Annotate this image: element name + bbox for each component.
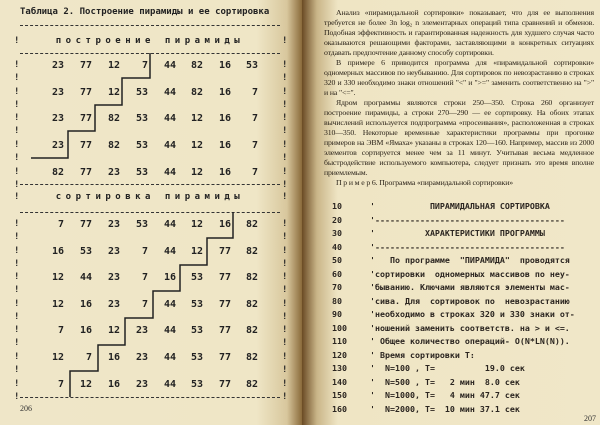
line-text: '-------------------------------------- — [370, 214, 565, 225]
sort-cell: 16 — [163, 272, 176, 284]
sort-cell: 77 — [218, 272, 231, 284]
heap-cell: 12 — [190, 140, 203, 152]
border-mark: ! — [282, 245, 288, 256]
sort-cell: 77 — [218, 245, 231, 257]
border-mark: ! — [282, 285, 288, 296]
sort-cell: 82 — [245, 378, 258, 390]
sort-cell: 7 — [57, 378, 64, 390]
line-text: ' N=2000, T= 10 мин 37.1 сек — [370, 403, 520, 414]
listing-line — [332, 403, 594, 417]
sort-boundary — [70, 212, 233, 397]
border-mark: ! — [14, 311, 20, 322]
border-mark: ! — [14, 179, 20, 190]
line-number: 130 — [332, 363, 347, 373]
listing-line — [332, 281, 594, 295]
border-mark: ! — [14, 126, 20, 137]
border-mark: ! — [282, 73, 288, 83]
heap-cell: 82 — [190, 60, 203, 71]
sort-cell: 53 — [135, 219, 148, 230]
sort-cell: 82 — [245, 272, 258, 284]
border-mark: ! — [282, 99, 288, 110]
line-number: 120 — [332, 349, 347, 360]
border-mark: ! — [282, 219, 288, 229]
border-mark: ! — [14, 166, 20, 177]
heap-cell: 7 — [251, 166, 258, 178]
program-listing — [332, 200, 594, 416]
heap-cell: 53 — [245, 60, 258, 71]
border-mark: ! — [282, 298, 288, 309]
table-title: Таблица 2. Построение пирамиды и ее сортировка — [20, 7, 270, 17]
sort-cell: 12 — [107, 325, 120, 337]
border-mark: ! — [282, 272, 288, 283]
line-text: ' N=1000, T= 4 мин 47.7 сек — [370, 390, 520, 400]
heap-cell: 12 — [190, 113, 203, 125]
example-caption: П р и м е р 6. Программа «пирамидальной сортировки» — [336, 178, 513, 187]
border-mark: ! — [282, 391, 288, 402]
heap-cell: 23 — [107, 166, 120, 178]
sort-cell: 16 — [218, 219, 231, 230]
heap-cell: 82 — [107, 140, 120, 152]
line-number: 10 — [332, 201, 342, 211]
paragraph: В примере 6 приводится программа для «пирамидальной сортировки» одномерных массивов по неубыванию. Для сортировок по невозрастанию в строках 320 и 330 необходимо знаки отношений "<" и ">=" заменить соответственно на ">" и на "<=". — [324, 58, 594, 97]
page-number: 206 — [20, 404, 32, 413]
heap-cell: 16 — [218, 140, 231, 152]
sort-cell: 77 — [218, 298, 231, 310]
border-mark: ! — [14, 378, 20, 389]
heap-cell: 77 — [79, 86, 92, 98]
paragraph: Ядром программы являются строки 250—350. Строка 260 организует построение пирамиды, а строки 270—290 — ее сортировку. На обоих этапах вычислений используется подпрограмма «просеивания», расположенная в строках 310—350. Некоторые временные характеристики программы при прогонке примеров на ЭВМ «Ямаха» указаны в строках 120—160. Например, массив из 2000 элементов сортируется менее чем за 11 минут. Учитывая весьма медленное быстродействие используемого компьютера, следует признать это время вполне приемлемым. — [324, 98, 594, 177]
sort-cell: 23 — [135, 325, 148, 337]
line-text: ' По программе "ПИРАМИДА" проводятся — [370, 255, 570, 265]
border-mark: ! — [282, 36, 288, 46]
heap-cell: 7 — [251, 140, 258, 152]
border-mark: ! — [14, 298, 20, 309]
border-mark: ! — [282, 166, 288, 177]
heap-cell: 77 — [79, 60, 92, 71]
line-text: 'сортировки одномерных массивов по неу- — [370, 268, 570, 279]
listing-line — [332, 308, 594, 322]
section-header-build: построение пирамиды — [55, 36, 245, 46]
border-mark: ! — [14, 391, 20, 402]
heap-cell: 16 — [218, 166, 231, 178]
sort-cell: 53 — [79, 245, 92, 257]
listing-line — [332, 362, 594, 376]
line-number: 160 — [332, 403, 347, 414]
sort-cell: 7 — [57, 325, 64, 337]
line-number: 100 — [332, 322, 347, 333]
line-text: ' N=100 , T= 19.0 сек — [370, 363, 525, 373]
heap-cell: 53 — [135, 166, 148, 178]
line-number: 110 — [332, 336, 347, 346]
heap-cell: 44 — [163, 60, 176, 71]
heap-cell: 77 — [79, 166, 92, 178]
heap-cell: 16 — [218, 60, 231, 71]
border-mark: ! — [14, 365, 20, 375]
section-header-sort: сортировка пирамиды — [55, 192, 245, 202]
border-mark: ! — [14, 86, 20, 97]
border-mark: ! — [14, 140, 20, 151]
border-mark: ! — [282, 258, 288, 269]
border-mark: ! — [282, 179, 288, 190]
heap-cell: 53 — [135, 86, 148, 98]
line-number: 20 — [332, 214, 342, 225]
heap-cell: 77 — [79, 140, 92, 152]
line-text: 'сива. Для сортировок по невозрастанию — [370, 295, 570, 306]
border-mark: ! — [14, 73, 20, 83]
sort-cell: 23 — [107, 219, 120, 230]
sort-cell: 23 — [135, 378, 148, 390]
sort-cell: 53 — [190, 272, 203, 284]
heap-cell: 16 — [218, 113, 231, 125]
heap-cell: 12 — [107, 60, 120, 71]
right-page — [302, 0, 600, 425]
border-mark: ! — [282, 126, 288, 137]
line-text: 'необходимо в строках 320 и 330 знаки от- — [370, 309, 575, 319]
border-mark: ! — [282, 113, 288, 124]
sort-cell: 53 — [190, 378, 203, 390]
listing-line — [332, 335, 594, 349]
heap-cell: 12 — [190, 166, 203, 178]
listing-line — [332, 214, 594, 228]
line-number: 90 — [332, 309, 342, 319]
heap-cell: 44 — [163, 166, 176, 178]
sort-cell: 82 — [245, 298, 258, 310]
heap-cell: 23 — [51, 86, 64, 98]
border-mark: ! — [282, 140, 288, 151]
sort-cell: 44 — [163, 245, 176, 257]
border-mark: ! — [14, 285, 20, 296]
line-text: 'быванию. Ключами являются элементы мас- — [370, 282, 570, 292]
listing-line — [332, 295, 594, 309]
line-number: 60 — [332, 268, 342, 279]
sort-cell: 12 — [51, 352, 64, 363]
heap-cell: 53 — [135, 113, 148, 125]
border-mark: ! — [14, 192, 20, 202]
listing-line — [332, 389, 594, 403]
sort-cell: 7 — [85, 352, 92, 363]
heap-cell: 44 — [163, 113, 176, 125]
sort-cell: 7 — [141, 298, 148, 310]
line-text: 'ношений заменить соответств. на > и <=. — [370, 322, 570, 333]
heap-cell: 53 — [135, 140, 148, 152]
sort-cell: 23 — [107, 245, 120, 257]
sort-cell: 7 — [141, 272, 148, 284]
border-mark: ! — [282, 378, 288, 389]
sort-cell: 44 — [163, 219, 176, 230]
sort-cell: 12 — [190, 245, 203, 257]
body-text — [324, 8, 594, 188]
line-number: 80 — [332, 295, 342, 306]
listing-line — [332, 254, 594, 268]
border-mark: ! — [14, 245, 20, 256]
line-text: ' ХАРАКТЕРИСТИКИ ПРОГРАММЫ — [370, 228, 545, 238]
border-mark: ! — [14, 60, 20, 70]
sort-cell: 82 — [245, 219, 258, 230]
border-mark: ! — [14, 36, 20, 46]
border-mark: ! — [282, 352, 288, 362]
heap-cell: 7 — [251, 113, 258, 125]
sort-cell: 53 — [190, 352, 203, 363]
listing-line — [332, 349, 594, 363]
sort-cell: 7 — [57, 219, 64, 230]
border-mark: ! — [282, 311, 288, 322]
line-number: 50 — [332, 255, 342, 265]
sort-cell: 16 — [107, 352, 120, 363]
sort-cell: 7 — [141, 245, 148, 257]
sort-cell: 23 — [107, 272, 120, 284]
heap-cell: 77 — [79, 113, 92, 125]
border-mark: ! — [282, 365, 288, 375]
sort-cell: 44 — [163, 378, 176, 390]
sort-cell: 82 — [245, 245, 258, 257]
heap-boundary — [31, 53, 150, 158]
border-mark: ! — [282, 60, 288, 70]
line-text: '-------------------------------------- — [370, 241, 565, 252]
sort-cell: 16 — [107, 378, 120, 390]
border-mark: ! — [14, 232, 20, 242]
sort-cell: 77 — [79, 219, 92, 230]
heap-cell: 23 — [51, 60, 64, 71]
sort-cell: 16 — [79, 325, 92, 337]
sort-cell: 82 — [245, 325, 258, 337]
heap-cell: 23 — [51, 140, 64, 152]
border-mark: ! — [14, 258, 20, 269]
line-text: ' Время сортировки T: — [370, 349, 475, 360]
sort-cell: 12 — [79, 378, 92, 390]
line-number: 40 — [332, 241, 342, 252]
border-mark: ! — [14, 325, 20, 336]
listing-line — [332, 241, 594, 255]
border-mark: ! — [14, 153, 20, 164]
line-text: ' N=500 , T= 2 мин 8.0 сек — [370, 376, 520, 387]
sort-cell: 16 — [51, 245, 64, 257]
heap-cell: 16 — [218, 86, 231, 98]
sort-cell: 44 — [163, 352, 176, 363]
sort-cell: 44 — [163, 298, 176, 310]
heap-cell: 7 — [141, 60, 148, 71]
border-mark: ! — [282, 192, 288, 202]
sort-cell: 12 — [51, 298, 64, 310]
border-mark: ! — [282, 338, 288, 349]
line-number: 70 — [332, 282, 342, 292]
border-mark: ! — [282, 153, 288, 164]
listing-line — [332, 200, 594, 214]
heap-cell: 44 — [163, 86, 176, 98]
heap-cell: 82 — [190, 86, 203, 98]
heap-cell: 12 — [107, 86, 120, 98]
line-number: 140 — [332, 376, 347, 387]
sort-cell: 82 — [245, 352, 258, 363]
border-mark: ! — [14, 272, 20, 283]
border-mark: ! — [282, 325, 288, 336]
sort-cell: 53 — [190, 298, 203, 310]
sort-cell: 77 — [218, 378, 231, 390]
border-mark: ! — [14, 338, 20, 349]
border-mark: ! — [282, 232, 288, 242]
heap-cell: 44 — [163, 140, 176, 152]
line-number: 30 — [332, 228, 342, 238]
paragraph: Анализ «пирамидальной сортировки» показывает, что для ее выполнения требуется не более 3n log₂ n элементарных операций типа сравнений и обменов. Подобная эффективность и гарантированная надежность для худшего случая часто оказываются решающими факторами, заставляющими в конкретных ситуациях отдавать предпочтение данному способу сортировки. — [324, 8, 594, 57]
border-mark: ! — [14, 352, 20, 362]
listing-line — [332, 322, 594, 336]
heap-cell: 82 — [107, 113, 120, 125]
sort-cell: 44 — [163, 325, 176, 337]
sort-cell: 77 — [218, 352, 231, 363]
border-mark: ! — [14, 219, 20, 229]
sort-cell: 77 — [218, 325, 231, 337]
page-number: 207 — [584, 414, 596, 423]
sort-cell: 53 — [190, 325, 203, 337]
sort-cell: 44 — [79, 272, 92, 284]
line-text: ' Общее количество операций- O(N*LN(N)). — [370, 336, 570, 346]
heap-cell: 7 — [251, 86, 258, 98]
line-text: ' ПИРАМИДАЛЬНАЯ СОРТИРОВКА — [370, 201, 550, 211]
heap-cell: 23 — [51, 113, 64, 125]
sort-cell: 16 — [79, 298, 92, 310]
border-mark: ! — [14, 99, 20, 110]
heap-cell: 82 — [51, 166, 64, 178]
sort-cell: 23 — [135, 352, 148, 363]
listing-line — [332, 376, 594, 390]
listing-line — [332, 227, 594, 241]
sort-cell: 12 — [190, 219, 203, 230]
sort-cell: 12 — [51, 272, 64, 284]
line-number: 150 — [332, 390, 347, 400]
border-mark: ! — [282, 86, 288, 97]
border-mark: ! — [14, 113, 20, 124]
sort-cell: 23 — [107, 298, 120, 310]
listing-line — [332, 268, 594, 282]
